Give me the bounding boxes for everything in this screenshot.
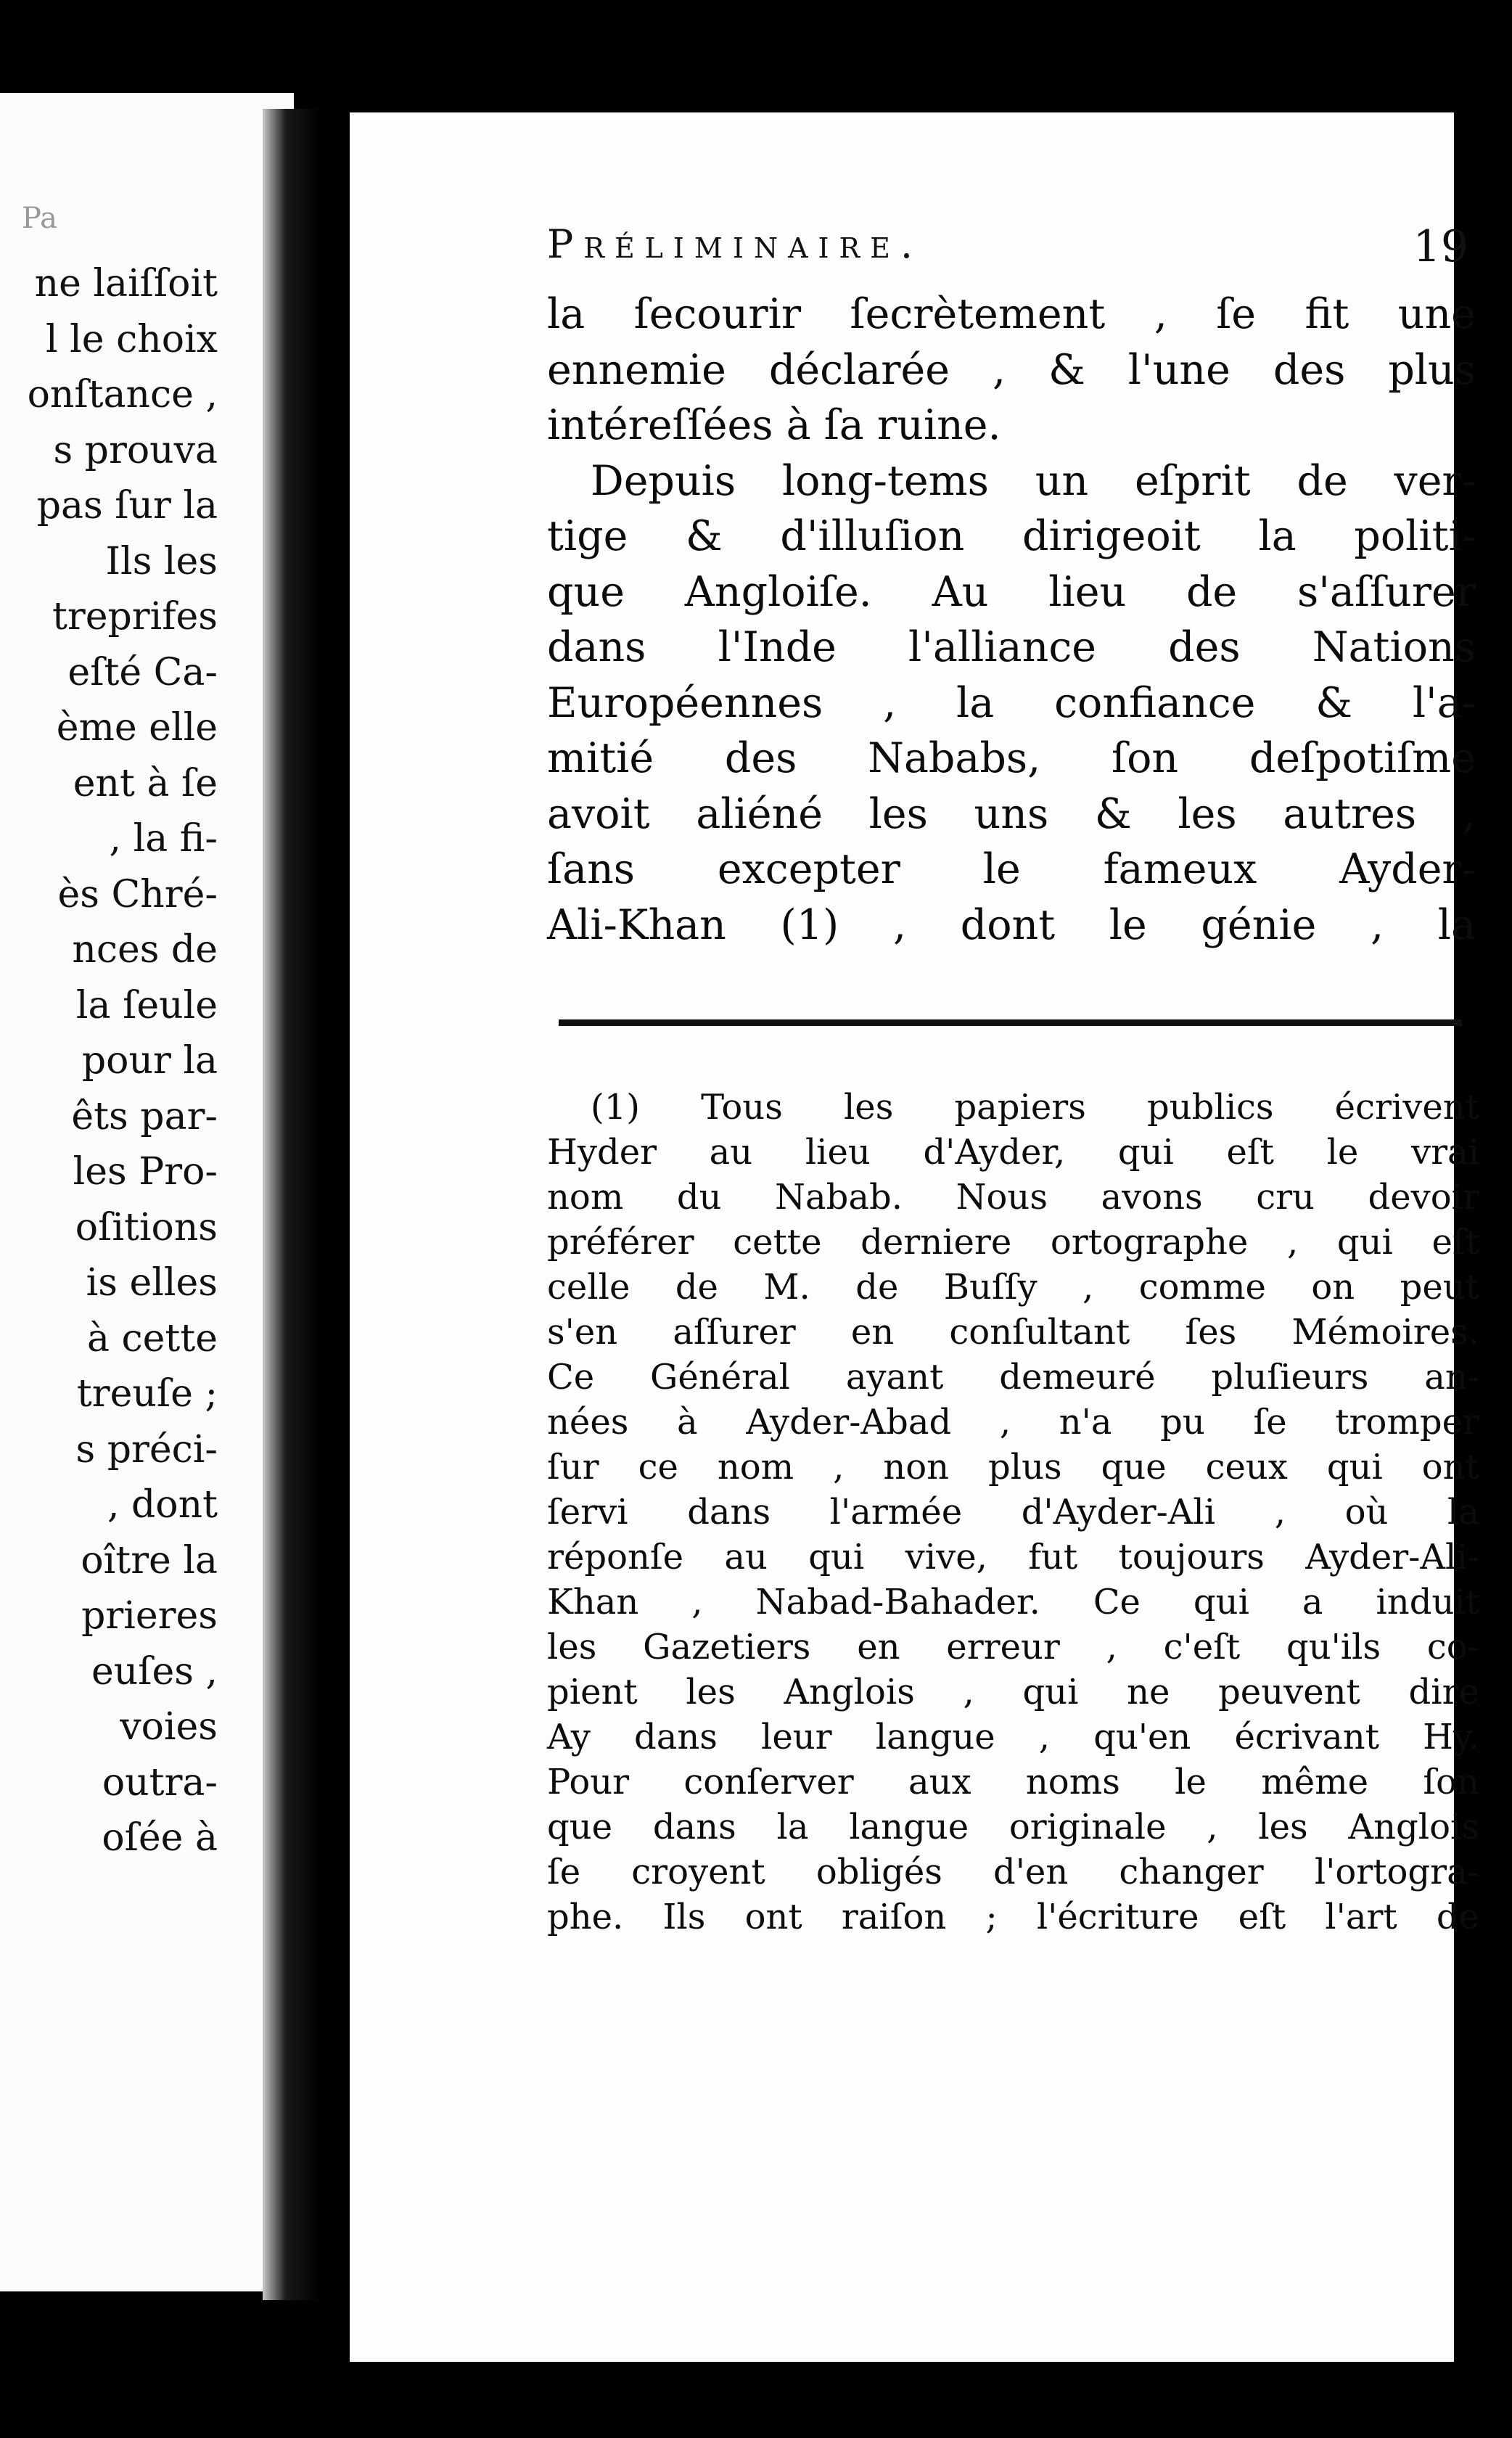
left-page-line: les Pro- <box>73 1150 218 1194</box>
footnote-line: pient les Anglois , qui ne peuvent dire <box>547 1672 1479 1712</box>
footnote-line: nom du Nabab. Nous avons cru devoir <box>547 1177 1479 1218</box>
left-page-line: oſitions <box>75 1205 218 1249</box>
footnote-line: les Gazetiers en erreur , c'eſt qu'ils co- <box>547 1627 1479 1667</box>
body-line: tige & d'illuſion dirigeoit la politi- <box>547 512 1476 560</box>
left-page-line: euſes , <box>91 1649 218 1694</box>
right-page <box>350 112 1479 2362</box>
left-page-line: , dont <box>107 1483 218 1527</box>
footnote-line: Ce Général ayant demeuré pluſieurs an- <box>547 1357 1479 1397</box>
footnote-line: nées à Ayder-Abad , n'a pu ſe tromper <box>547 1402 1479 1442</box>
footnote-line: préférer cette derniere ortographe , qui eſt <box>547 1222 1479 1263</box>
left-page-corner-text: Pa <box>22 202 57 235</box>
left-page-line: is elles <box>86 1261 218 1305</box>
left-page-line: pas ſur la <box>36 484 218 528</box>
book-gutter <box>263 109 321 2300</box>
left-page-line: nces de <box>72 928 218 972</box>
body-line: intéreſſées à ſa ruine. <box>547 401 1001 449</box>
body-line: mitié des Nababs, ſon deſpotiſme <box>547 734 1476 782</box>
body-line: Depuis long-tems un eſprit de ver- <box>591 456 1476 505</box>
footnote-line: ſur ce nom , non plus que ceux qui ont <box>547 1447 1479 1487</box>
left-page-line: s prouva <box>53 428 218 472</box>
footnote-line: ſervi dans l'armée d'Ayder-Ali , où la <box>547 1492 1479 1532</box>
header-title: Préliminaire. <box>547 221 924 267</box>
left-page-line: treuſe ; <box>76 1372 218 1416</box>
footnote-line: (1) Tous les papiers publics écrivent <box>591 1087 1479 1128</box>
left-page-line: oître la <box>81 1538 218 1583</box>
left-page-text <box>0 256 218 1866</box>
left-page-line: oſée à <box>102 1816 218 1860</box>
left-page-line: ent à ſe <box>73 761 218 805</box>
left-page-line: ès Chré- <box>57 872 218 916</box>
body-line: dans l'Inde l'alliance des Nations <box>547 623 1476 671</box>
footnote-line: ſe croyent obligés d'en changer l'ortogra- <box>547 1852 1479 1892</box>
left-page-line: à cette <box>87 1316 218 1360</box>
footnote-line: Pour conſerver aux noms le même ſon <box>547 1762 1479 1802</box>
body-line: la ſecourir ſecrètement , ſe fit une <box>547 290 1476 338</box>
footnote-line: réponſe au qui vive, fut toujours Ayder-Ali- <box>547 1537 1479 1577</box>
body-line: ſans excepter le fameux Ayder- <box>547 845 1476 893</box>
left-page <box>0 93 294 2291</box>
footnote-line: Khan , Nabad-Bahader. Ce qui a induit <box>547 1582 1479 1622</box>
left-page-line: treprifes <box>52 595 218 639</box>
body-line: Européennes , la confiance & l'a- <box>547 678 1476 727</box>
left-page-line: prieres <box>81 1594 218 1638</box>
left-page-line: ème elle <box>56 706 218 750</box>
left-page-line: s préci- <box>75 1427 218 1472</box>
footnote <box>547 1085 1479 1940</box>
footnote-rule <box>559 1019 1462 1026</box>
left-page-line: pour la <box>81 1039 218 1083</box>
page-number: 19 <box>1413 221 1468 272</box>
left-page-line: la ſeule <box>75 983 218 1027</box>
left-page-line: eſté Ca- <box>67 650 218 694</box>
footnote-line: celle de M. de Buſſy , comme on peut <box>547 1267 1479 1308</box>
left-page-line: Ils les <box>105 539 218 583</box>
body-text <box>547 287 1476 953</box>
body-line: ennemie déclarée , & l'une des plus <box>547 345 1476 394</box>
footnote-line: que dans la langue originale , les Anglois <box>547 1807 1479 1847</box>
left-page-line: ne laiſſoit <box>34 262 218 305</box>
running-header <box>547 221 1468 272</box>
left-page-line: l le choix <box>46 317 218 361</box>
footnote-line: Hyder au lieu d'Ayder, qui eſt le vrai <box>547 1132 1479 1173</box>
body-line: que Angloiſe. Au lieu de s'aſſurer <box>547 567 1476 616</box>
body-line: avoit aliéné les uns & les autres , <box>547 789 1476 838</box>
left-page-line: êts par- <box>71 1094 218 1138</box>
footnote-line: Ay dans leur langue , qu'en écrivant Hy. <box>547 1717 1479 1757</box>
left-page-line: voies <box>120 1705 218 1749</box>
footnote-line: phe. Ils ont raiſon ; l'écriture eſt l'art de <box>547 1897 1479 1937</box>
left-page-line: , la fi- <box>109 817 218 861</box>
left-page-line: onſtance , <box>27 373 218 416</box>
footnote-line: s'en aſſurer en conſultant ſes Mémoires. <box>547 1312 1479 1353</box>
left-page-line: outra- <box>102 1760 218 1805</box>
body-line: Ali-Khan (1) , dont le génie , la <box>547 900 1476 949</box>
